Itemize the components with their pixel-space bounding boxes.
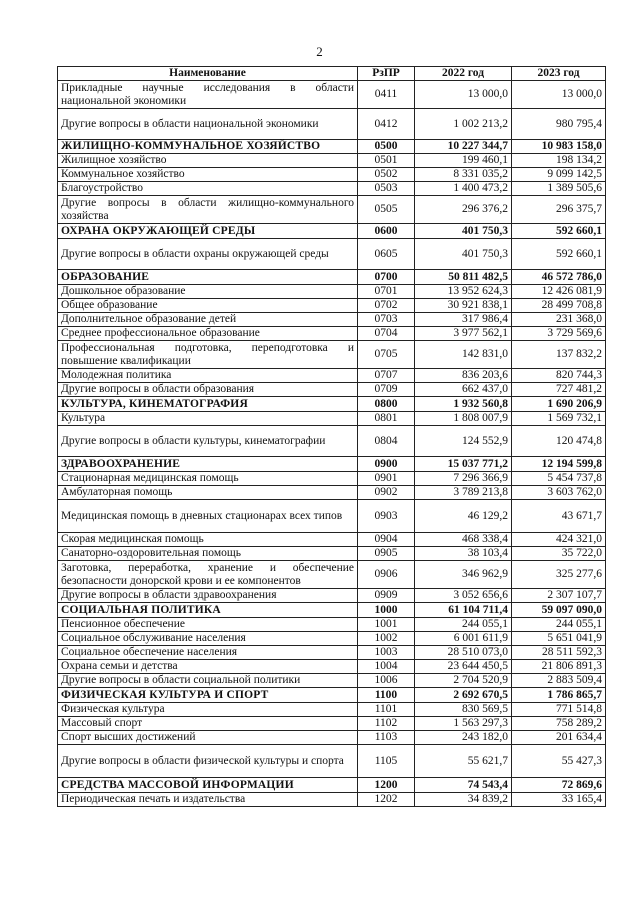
table-row bbox=[58, 383, 606, 397]
cell-2023: 12 426 081,9 bbox=[512, 285, 606, 299]
cell-2022: 38 103,4 bbox=[415, 547, 512, 561]
table-row bbox=[58, 109, 606, 140]
cell-2023: 1 690 206,9 bbox=[512, 397, 606, 412]
cell-2022: 3 789 213,8 bbox=[415, 486, 512, 500]
cell-name: Периодическая печать и издательства bbox=[58, 793, 358, 807]
table-row bbox=[58, 472, 606, 486]
cell-2022: 2 704 520,9 bbox=[415, 674, 512, 688]
cell-2022: 6 001 611,9 bbox=[415, 632, 512, 646]
cell-2023: 9 099 142,5 bbox=[512, 168, 606, 182]
cell-2022: 55 621,7 bbox=[415, 745, 512, 778]
header-2023: 2023 год bbox=[512, 67, 606, 81]
cell-code: 0411 bbox=[358, 81, 415, 109]
cell-2023: 771 514,8 bbox=[512, 703, 606, 717]
cell-code: 0905 bbox=[358, 547, 415, 561]
cell-2022: 199 460,1 bbox=[415, 154, 512, 168]
table-row bbox=[58, 547, 606, 561]
cell-name: Другие вопросы в области здравоохранения bbox=[58, 589, 358, 603]
cell-code: 1003 bbox=[358, 646, 415, 660]
cell-name: Спорт высших достижений bbox=[58, 731, 358, 745]
cell-2023: 1 786 865,7 bbox=[512, 688, 606, 703]
cell-code: 1105 bbox=[358, 745, 415, 778]
table-row bbox=[58, 285, 606, 299]
cell-2023: 3 729 569,6 bbox=[512, 327, 606, 341]
cell-name: Благоустройство bbox=[58, 182, 358, 196]
cell-name: Другие вопросы в области жилищно-коммунального хозяйства bbox=[58, 196, 358, 224]
cell-name: Общее образование bbox=[58, 299, 358, 313]
cell-code: 0503 bbox=[358, 182, 415, 196]
cell-2022: 46 129,2 bbox=[415, 500, 512, 533]
cell-code: 0605 bbox=[358, 239, 415, 270]
cell-name: Физическая культура bbox=[58, 703, 358, 717]
cell-2023: 820 744,3 bbox=[512, 369, 606, 383]
section-row bbox=[58, 778, 606, 793]
cell-code: 0901 bbox=[358, 472, 415, 486]
cell-2022: 34 839,2 bbox=[415, 793, 512, 807]
cell-code: 0705 bbox=[358, 341, 415, 369]
cell-2023: 2 883 509,4 bbox=[512, 674, 606, 688]
table-row bbox=[58, 731, 606, 745]
header-2022: 2022 год bbox=[415, 67, 512, 81]
cell-2023: 21 806 891,3 bbox=[512, 660, 606, 674]
cell-name: Другие вопросы в области социальной политики bbox=[58, 674, 358, 688]
cell-2022: 3 977 562,1 bbox=[415, 327, 512, 341]
cell-2023: 72 869,6 bbox=[512, 778, 606, 793]
cell-code: 0906 bbox=[358, 561, 415, 589]
section-row bbox=[58, 397, 606, 412]
cell-name: Другие вопросы в области охраны окружающей среды bbox=[58, 239, 358, 270]
header-code: РзПР bbox=[358, 67, 415, 81]
cell-name: Другие вопросы в области культуры, кинематографии bbox=[58, 426, 358, 457]
cell-name: ЖИЛИЩНО-КОММУНАЛЬНОЕ ХОЗЯЙСТВО bbox=[58, 140, 358, 154]
cell-2023: 325 277,6 bbox=[512, 561, 606, 589]
cell-2022: 10 227 344,7 bbox=[415, 140, 512, 154]
cell-name: Культура bbox=[58, 412, 358, 426]
cell-code: 1103 bbox=[358, 731, 415, 745]
cell-2023: 13 000,0 bbox=[512, 81, 606, 109]
cell-name: КУЛЬТУРА, КИНЕМАТОГРАФИЯ bbox=[58, 397, 358, 412]
cell-code: 0900 bbox=[358, 457, 415, 472]
cell-name: Санаторно-оздоровительная помощь bbox=[58, 547, 358, 561]
cell-2023: 2 307 107,7 bbox=[512, 589, 606, 603]
cell-name: Среднее профессиональное образование bbox=[58, 327, 358, 341]
cell-2022: 1 002 213,2 bbox=[415, 109, 512, 140]
cell-2023: 33 165,4 bbox=[512, 793, 606, 807]
page-number: 2 bbox=[316, 44, 323, 59]
table-row bbox=[58, 369, 606, 383]
cell-code: 0412 bbox=[358, 109, 415, 140]
cell-code: 1100 bbox=[358, 688, 415, 703]
cell-2023: 46 572 786,0 bbox=[512, 270, 606, 285]
cell-2022: 1 932 560,8 bbox=[415, 397, 512, 412]
table-row bbox=[58, 660, 606, 674]
cell-name: Жилищное хозяйство bbox=[58, 154, 358, 168]
cell-code: 1202 bbox=[358, 793, 415, 807]
cell-2023: 1 569 732,1 bbox=[512, 412, 606, 426]
cell-code: 0707 bbox=[358, 369, 415, 383]
cell-code: 0700 bbox=[358, 270, 415, 285]
cell-2022: 401 750,3 bbox=[415, 239, 512, 270]
cell-name: Дошкольное образование bbox=[58, 285, 358, 299]
cell-code: 0501 bbox=[358, 154, 415, 168]
cell-code: 0505 bbox=[358, 196, 415, 224]
cell-2023: 3 603 762,0 bbox=[512, 486, 606, 500]
cell-name: Медицинская помощь в дневных стационарах всех типов bbox=[58, 500, 358, 533]
cell-code: 0804 bbox=[358, 426, 415, 457]
table-row bbox=[58, 412, 606, 426]
cell-code: 0904 bbox=[358, 533, 415, 547]
cell-2022: 836 203,6 bbox=[415, 369, 512, 383]
cell-code: 0902 bbox=[358, 486, 415, 500]
cell-2022: 30 921 838,1 bbox=[415, 299, 512, 313]
cell-2022: 3 052 656,6 bbox=[415, 589, 512, 603]
cell-2023: 592 660,1 bbox=[512, 224, 606, 239]
cell-2022: 13 952 624,3 bbox=[415, 285, 512, 299]
cell-name: Социальное обслуживание населения bbox=[58, 632, 358, 646]
cell-2023: 59 097 090,0 bbox=[512, 603, 606, 618]
cell-2022: 28 510 073,0 bbox=[415, 646, 512, 660]
cell-2022: 244 055,1 bbox=[415, 618, 512, 632]
section-row bbox=[58, 140, 606, 154]
cell-code: 0600 bbox=[358, 224, 415, 239]
cell-name: ОХРАНА ОКРУЖАЮЩЕЙ СРЕДЫ bbox=[58, 224, 358, 239]
cell-name: ФИЗИЧЕСКАЯ КУЛЬТУРА И СПОРТ bbox=[58, 688, 358, 703]
cell-name: Стационарная медицинская помощь bbox=[58, 472, 358, 486]
cell-name: ЗДРАВООХРАНЕНИЕ bbox=[58, 457, 358, 472]
cell-2022: 142 831,0 bbox=[415, 341, 512, 369]
cell-name: СРЕДСТВА МАССОВОЙ ИНФОРМАЦИИ bbox=[58, 778, 358, 793]
cell-2023: 244 055,1 bbox=[512, 618, 606, 632]
cell-name: Коммунальное хозяйство bbox=[58, 168, 358, 182]
cell-2023: 201 634,4 bbox=[512, 731, 606, 745]
cell-name: Прикладные научные исследования в области национальной экономики bbox=[58, 81, 358, 109]
cell-name: Другие вопросы в области физической культуры и спорта bbox=[58, 745, 358, 778]
cell-2022: 1 808 007,9 bbox=[415, 412, 512, 426]
cell-name: ОБРАЗОВАНИЕ bbox=[58, 270, 358, 285]
cell-name: Пенсионное обеспечение bbox=[58, 618, 358, 632]
cell-2022: 61 104 711,4 bbox=[415, 603, 512, 618]
cell-2022: 7 296 366,9 bbox=[415, 472, 512, 486]
cell-2022: 243 182,0 bbox=[415, 731, 512, 745]
header-name: Наименование bbox=[58, 67, 358, 81]
cell-2022: 2 692 670,5 bbox=[415, 688, 512, 703]
cell-2022: 468 338,4 bbox=[415, 533, 512, 547]
cell-2022: 23 644 450,5 bbox=[415, 660, 512, 674]
table-row bbox=[58, 196, 606, 224]
cell-2023: 296 375,7 bbox=[512, 196, 606, 224]
table-row bbox=[58, 618, 606, 632]
cell-name: Другие вопросы в области национальной экономики bbox=[58, 109, 358, 140]
table-row bbox=[58, 646, 606, 660]
cell-2022: 296 376,2 bbox=[415, 196, 512, 224]
cell-2023: 727 481,2 bbox=[512, 383, 606, 397]
table-row bbox=[58, 426, 606, 457]
cell-name: Скорая медицинская помощь bbox=[58, 533, 358, 547]
cell-2022: 317 986,4 bbox=[415, 313, 512, 327]
cell-2023: 28 499 708,8 bbox=[512, 299, 606, 313]
cell-2023: 55 427,3 bbox=[512, 745, 606, 778]
cell-code: 0909 bbox=[358, 589, 415, 603]
cell-2022: 74 543,4 bbox=[415, 778, 512, 793]
cell-code: 1200 bbox=[358, 778, 415, 793]
cell-2023: 10 983 158,0 bbox=[512, 140, 606, 154]
table-header-row bbox=[58, 67, 606, 81]
section-row bbox=[58, 688, 606, 703]
cell-name: Профессиональная подготовка, переподготовка и повышение квалификации bbox=[58, 341, 358, 369]
cell-2022: 1 563 297,3 bbox=[415, 717, 512, 731]
cell-code: 1004 bbox=[358, 660, 415, 674]
section-row bbox=[58, 603, 606, 618]
cell-2022: 50 811 482,5 bbox=[415, 270, 512, 285]
cell-code: 1006 bbox=[358, 674, 415, 688]
table-row bbox=[58, 703, 606, 717]
cell-code: 0801 bbox=[358, 412, 415, 426]
cell-2022: 1 400 473,2 bbox=[415, 182, 512, 196]
cell-2023: 5 651 041,9 bbox=[512, 632, 606, 646]
cell-name: Социальное обеспечение населения bbox=[58, 646, 358, 660]
cell-code: 0702 bbox=[358, 299, 415, 313]
table-row bbox=[58, 533, 606, 547]
cell-2022: 13 000,0 bbox=[415, 81, 512, 109]
cell-name: Амбулаторная помощь bbox=[58, 486, 358, 500]
cell-2023: 43 671,7 bbox=[512, 500, 606, 533]
budget-table bbox=[57, 66, 606, 807]
cell-name: Молодежная политика bbox=[58, 369, 358, 383]
cell-2023: 231 368,0 bbox=[512, 313, 606, 327]
cell-code: 1000 bbox=[358, 603, 415, 618]
cell-2023: 424 321,0 bbox=[512, 533, 606, 547]
cell-code: 0800 bbox=[358, 397, 415, 412]
table-row bbox=[58, 341, 606, 369]
cell-2023: 5 454 737,8 bbox=[512, 472, 606, 486]
table-row bbox=[58, 674, 606, 688]
cell-2022: 15 037 771,2 bbox=[415, 457, 512, 472]
table-row bbox=[58, 168, 606, 182]
cell-2022: 401 750,3 bbox=[415, 224, 512, 239]
cell-code: 0903 bbox=[358, 500, 415, 533]
cell-code: 1102 bbox=[358, 717, 415, 731]
cell-name: Заготовка, переработка, хранение и обеспечение безопасности донорской крови и ее компонентов bbox=[58, 561, 358, 589]
table-row bbox=[58, 589, 606, 603]
table-row bbox=[58, 561, 606, 589]
cell-code: 1001 bbox=[358, 618, 415, 632]
cell-name: Другие вопросы в области образования bbox=[58, 383, 358, 397]
table-row bbox=[58, 327, 606, 341]
cell-2023: 198 134,2 bbox=[512, 154, 606, 168]
cell-name: СОЦИАЛЬНАЯ ПОЛИТИКА bbox=[58, 603, 358, 618]
cell-2023: 980 795,4 bbox=[512, 109, 606, 140]
cell-2022: 124 552,9 bbox=[415, 426, 512, 457]
table-row bbox=[58, 632, 606, 646]
table-row bbox=[58, 182, 606, 196]
cell-code: 0704 bbox=[358, 327, 415, 341]
table-row bbox=[58, 486, 606, 500]
table-row bbox=[58, 299, 606, 313]
cell-2023: 120 474,8 bbox=[512, 426, 606, 457]
cell-code: 0709 bbox=[358, 383, 415, 397]
cell-2023: 137 832,2 bbox=[512, 341, 606, 369]
cell-2023: 12 194 599,8 bbox=[512, 457, 606, 472]
table-row bbox=[58, 154, 606, 168]
cell-2022: 346 962,9 bbox=[415, 561, 512, 589]
cell-code: 1101 bbox=[358, 703, 415, 717]
cell-2023: 1 389 505,6 bbox=[512, 182, 606, 196]
cell-2022: 662 437,0 bbox=[415, 383, 512, 397]
section-row bbox=[58, 224, 606, 239]
section-row bbox=[58, 270, 606, 285]
table-row bbox=[58, 717, 606, 731]
table-row bbox=[58, 239, 606, 270]
table-row bbox=[58, 793, 606, 807]
cell-code: 1002 bbox=[358, 632, 415, 646]
table-row bbox=[58, 500, 606, 533]
section-row bbox=[58, 457, 606, 472]
cell-name: Дополнительное образование детей bbox=[58, 313, 358, 327]
table-row bbox=[58, 313, 606, 327]
cell-2022: 830 569,5 bbox=[415, 703, 512, 717]
cell-2023: 28 511 592,3 bbox=[512, 646, 606, 660]
cell-2023: 758 289,2 bbox=[512, 717, 606, 731]
cell-2022: 8 331 035,2 bbox=[415, 168, 512, 182]
cell-2023: 35 722,0 bbox=[512, 547, 606, 561]
cell-name: Массовый спорт bbox=[58, 717, 358, 731]
cell-2023: 592 660,1 bbox=[512, 239, 606, 270]
cell-code: 0701 bbox=[358, 285, 415, 299]
cell-code: 0502 bbox=[358, 168, 415, 182]
cell-code: 0500 bbox=[358, 140, 415, 154]
table-body bbox=[58, 81, 606, 807]
cell-code: 0703 bbox=[358, 313, 415, 327]
table-row bbox=[58, 745, 606, 778]
cell-name: Охрана семьи и детства bbox=[58, 660, 358, 674]
table-row bbox=[58, 81, 606, 109]
